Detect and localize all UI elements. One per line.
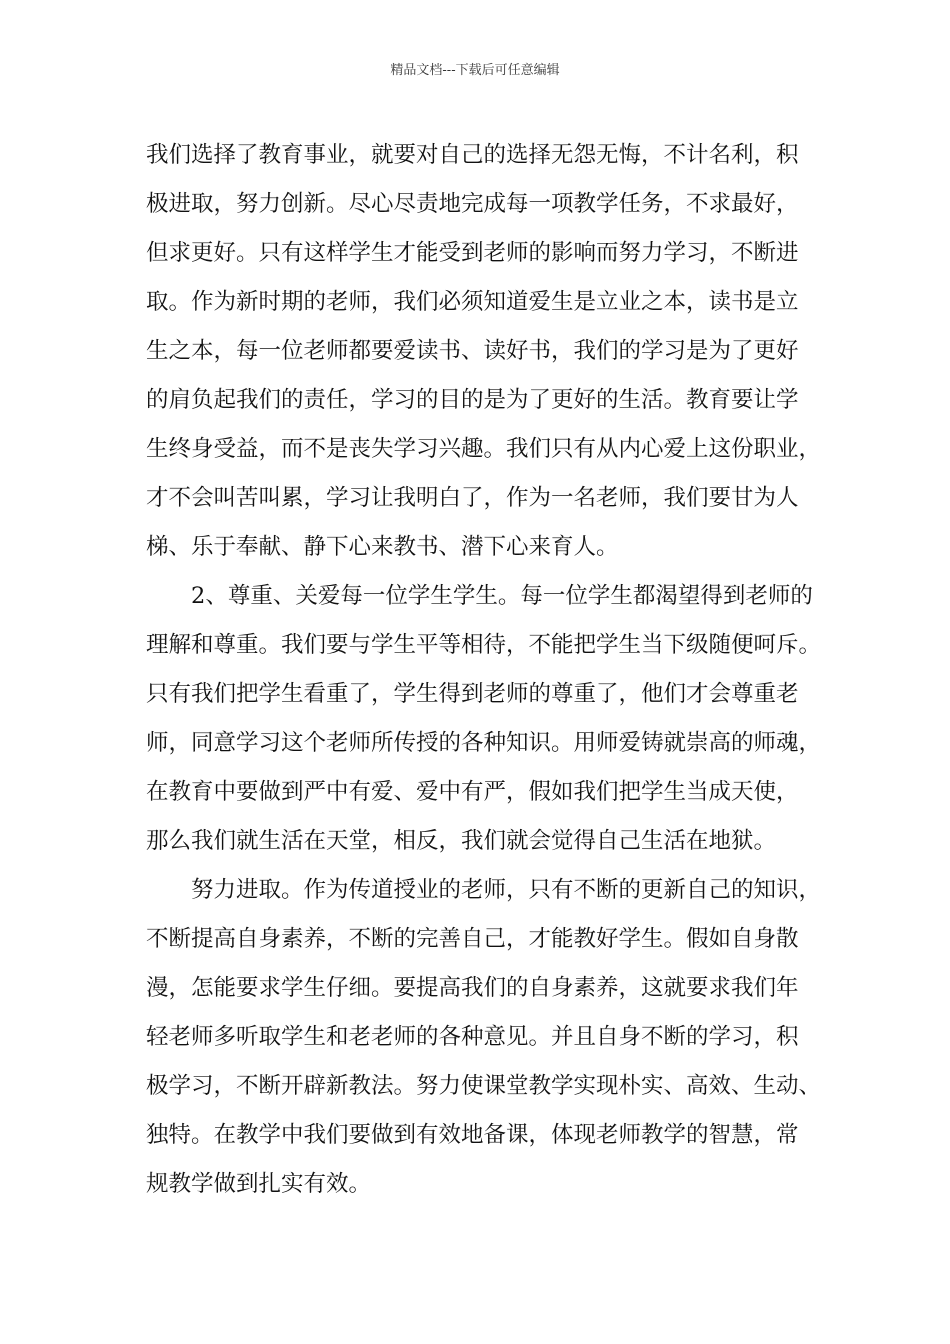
- text-line: 在教育中要做到严中有爱、爱中有严，假如我们把学生当成天使，: [146, 779, 799, 805]
- text-line: 只有我们把学生看重了，学生得到老师的尊重了，他们才会尊重老: [146, 681, 799, 707]
- paragraph-2: [146, 572, 826, 866]
- paragraph-3: [146, 866, 826, 1209]
- text-line: 但求更好。只有这样学生才能受到老师的影响而努力学习，不断进: [146, 240, 799, 266]
- text-line: 极进取，努力创新。尽心尽责地完成每一项教学任务，不求最好，: [146, 191, 799, 217]
- text-line: 不断提高自身素养，不断的完善自己，才能教好学生。假如自身散: [146, 926, 799, 952]
- text-line: 才不会叫苦叫累，学习让我明白了，作为一名老师，我们要甘为人: [146, 485, 799, 511]
- text-line: 规教学做到扎实有效。: [146, 1171, 372, 1197]
- text-line: 2、尊重、关爱每一位学生学生。每一位学生都渴望得到老师的: [191, 583, 813, 609]
- text-line: 那么我们就生活在天堂，相反，我们就会觉得自己生活在地狱。: [146, 828, 777, 854]
- text-line: 生终身受益，而不是丧失学习兴趣。我们只有从内心爱上这份职业，: [146, 436, 822, 462]
- text-line: 极学习，不断开辟新教法。努力使课堂教学实现朴实、高效、生动、: [146, 1073, 822, 1099]
- text-line: 轻老师多听取学生和老老师的各种意见。并且自身不断的学习，积: [146, 1024, 799, 1050]
- document-body: [146, 131, 826, 1209]
- paragraph-1: [146, 131, 826, 572]
- text-line: 生之本，每一位老师都要爱读书、读好书，我们的学习是为了更好: [146, 338, 799, 364]
- text-line: 独特。在教学中我们要做到有效地备课，体现老师教学的智慧，常: [146, 1122, 799, 1148]
- text-line: 我们选择了教育事业，就要对自己的选择无怨无悔，不计名利，积: [146, 142, 799, 168]
- page-header: 精品文档---下载后可任意编辑: [390, 63, 560, 78]
- text-line: 梯、乐于奉献、静下心来教书、潜下心来育人。: [146, 534, 619, 560]
- text-line: 师，同意学习这个老师所传授的各种知识。用师爱铸就崇高的师魂，: [146, 730, 822, 756]
- text-line: 的肩负起我们的责任，学习的目的是为了更好的生活。教育要让学: [146, 387, 799, 413]
- text-line: 理解和尊重。我们要与学生平等相待，不能把学生当下级随便呵斥。: [146, 632, 822, 658]
- text-line: 努力进取。作为传道授业的老师，只有不断的更新自己的知识，: [191, 877, 822, 903]
- text-line: 漫，怎能要求学生仔细。要提高我们的自身素养，这就要求我们年: [146, 975, 799, 1001]
- text-line: 取。作为新时期的老师，我们必须知道爱生是立业之本，读书是立: [146, 289, 799, 315]
